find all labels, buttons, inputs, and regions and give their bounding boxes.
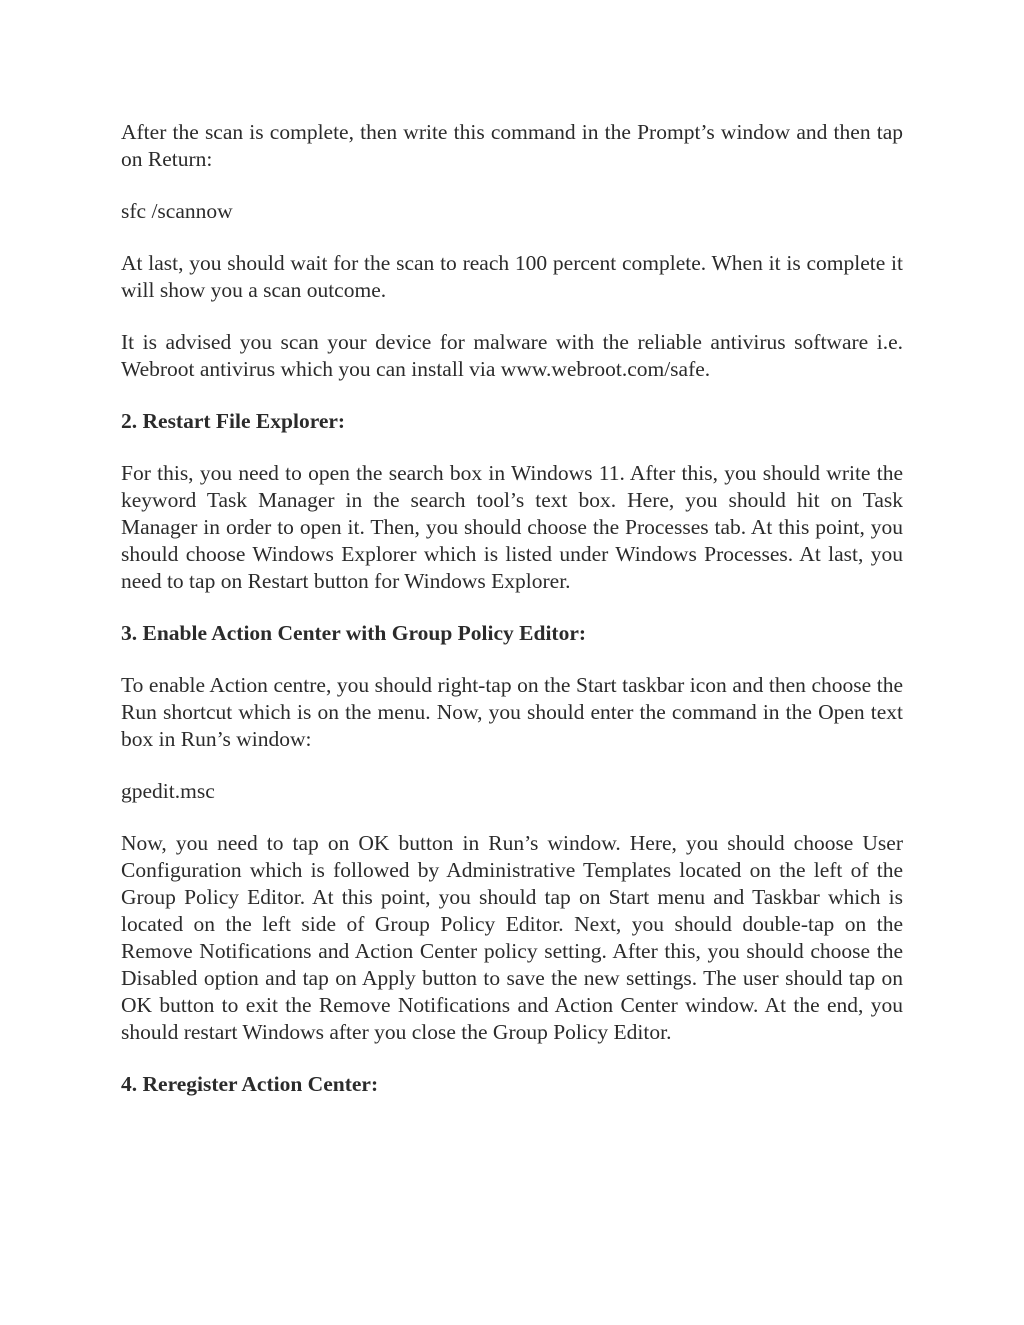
command-gpedit: gpedit.msc	[121, 779, 215, 803]
heading-enable-action-center: 3. Enable Action Center with Group Policy Editor:	[121, 621, 587, 645]
document-page	[121, 119, 903, 1123]
paragraph-run-shortcut: To enable Action centre, you should right-tap on the Start taskbar icon and then choose the Run shortcut which is on the menu. Now, you should enter the command in the Open text box in Run’s window:	[121, 673, 903, 751]
paragraph-wait-scan: At last, you should wait for the scan to reach 100 percent complete. When it is complete it will show you a scan outcome.	[121, 251, 903, 302]
paragraph-restart-explorer-steps: For this, you need to open the search box in Windows 11. After this, you should write the keyword Task Manager in the search tool’s text box. Here, you should hit on Task Manager in order to open it. Then, you should choose the Processes tab. At this point, you should choose Windows Explorer which is listed under Windows Processes. At last, you need to tap on Restart button for Windows Explorer.	[121, 461, 903, 593]
paragraph-group-policy-steps: Now, you need to tap on OK button in Run’s window. Here, you should choose User Configuration which is followed by Administrative Templates located on the left of the Group Policy Editor. At this point, you should tap on Start menu and Taskbar which is located on the left side of Group Policy Editor. Next, you should double-tap on the Remove Notifications and Action Center policy setting. After this, you should choose the Disabled option and tap on Apply button to save the new settings. The user should tap on OK button to exit the Remove Notifications and Action Center window. At the end, you should restart Windows after you close the Group Policy Editor.	[121, 831, 903, 1044]
command-sfc-scannow: sfc /scannow	[121, 199, 233, 223]
heading-restart-file-explorer: 2. Restart File Explorer:	[121, 409, 346, 433]
paragraph-malware-advice: It is advised you scan your device for malware with the reliable antivirus software i.e. Webroot antivirus which you can install via www.webroot.com/safe.	[121, 330, 903, 381]
heading-reregister-action-center: 4. Reregister Action Center:	[121, 1072, 379, 1096]
paragraph-scan-complete: After the scan is complete, then write this command in the Prompt’s window and then tap on Return:	[121, 120, 903, 171]
